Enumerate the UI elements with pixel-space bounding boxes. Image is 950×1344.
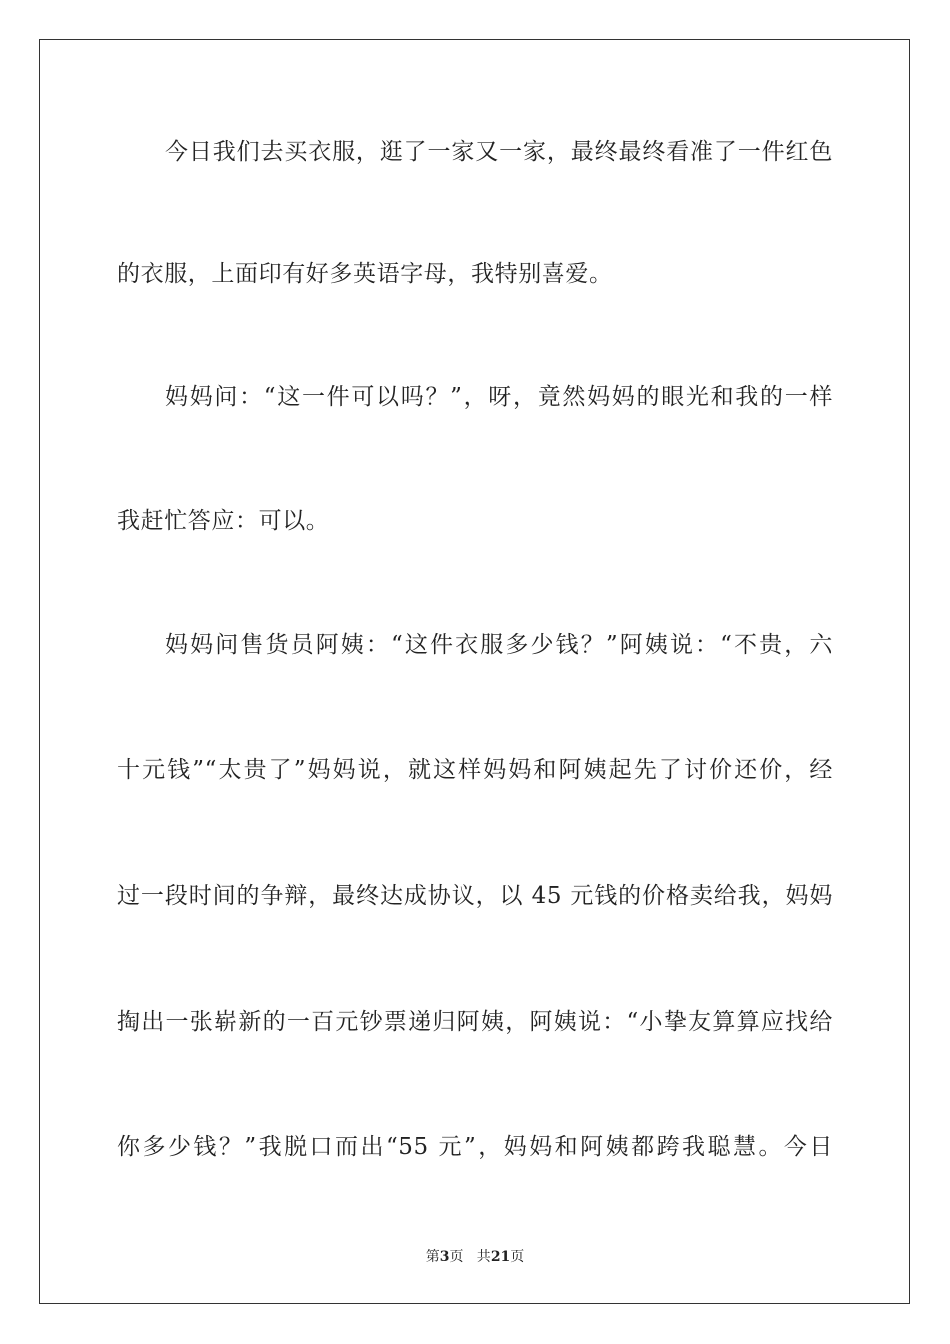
paragraph-3-line-2: 十元钱”“太贵了”妈妈说，就这样妈妈和阿姨起先了讨价还价，经 xyxy=(117,757,833,783)
page-border xyxy=(39,39,910,1304)
paragraph-1-line-2: 的衣服，上面印有好多英语字母，我特别喜爱。 xyxy=(117,261,613,287)
paragraph-2-line-2: 我赶忙答应：可以。 xyxy=(117,508,330,534)
paragraph-1-line-1: 今日我们去买衣服，逛了一家又一家，最终最终看准了一件红色 xyxy=(165,139,833,165)
page-footer xyxy=(0,1247,950,1267)
paragraph-3-line-3: 过一段时间的争辩，最终达成协议，以 45 元钱的价格卖给我，妈妈 xyxy=(117,883,833,909)
paragraph-2-line-1: 妈妈问：“这一件可以吗？”，呀，竟然妈妈的眼光和我的一样 xyxy=(165,384,833,410)
paragraph-3-line-5: 你多少钱？”我脱口而出“55 元”，妈妈和阿姨都跨我聪慧。今日 xyxy=(117,1134,833,1160)
paragraph-3-line-4: 掏出一张崭新的一百元钞票递归阿姨，阿姨说：“小挚友算算应找给 xyxy=(117,1009,833,1035)
current-page-number: 3 xyxy=(439,1249,450,1265)
total-page-number: 21 xyxy=(490,1249,511,1265)
paragraph-3-line-1: 妈妈问售货员阿姨：“这件衣服多少钱？”阿姨说：“不贵，六 xyxy=(165,632,833,658)
page-middle-text: 页 共 xyxy=(449,1249,491,1265)
page-prefix: 第 xyxy=(425,1249,440,1265)
page-suffix: 页 xyxy=(510,1249,525,1265)
